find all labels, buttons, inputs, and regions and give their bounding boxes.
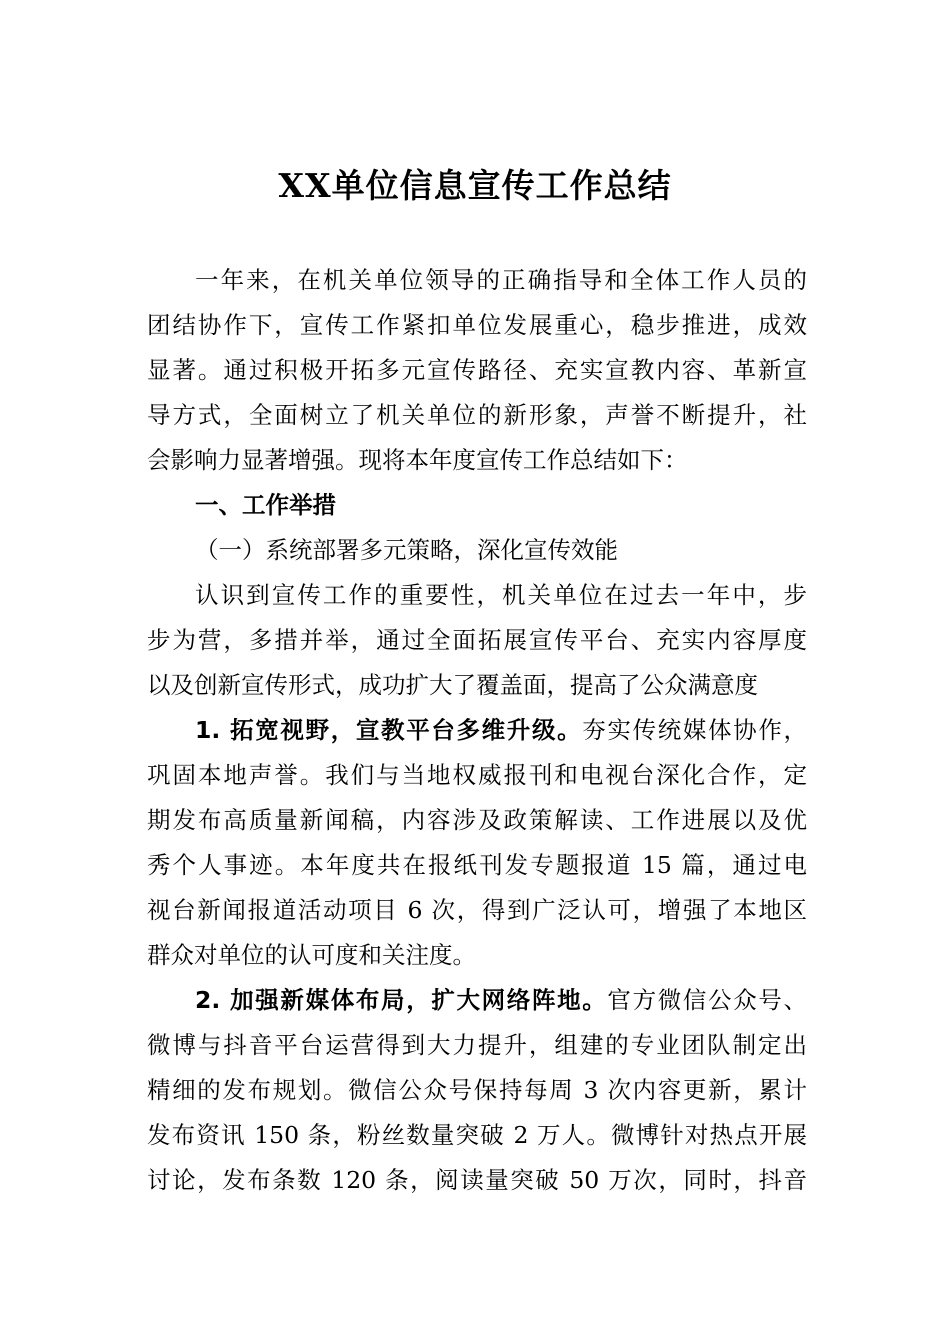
- paragraph-line: 期发布高质量新闻稿，内容涉及政策解读、工作进展以及优: [147, 806, 807, 834]
- paragraph-line: 以及创新宣传形式，成功扩大了覆盖面，提高了公众满意度: [147, 671, 758, 699]
- paragraph-line: 团结协作下，宣传工作紧扣单位发展重心，稳步推进，成效: [147, 311, 807, 339]
- document-title: XX单位信息宣传工作总结: [278, 166, 672, 205]
- paragraph-line: 视台新闻报道活动项目 6 次，得到广泛认可，增强了本地区: [147, 896, 807, 924]
- subsection-heading: （一）系统部署多元策略，深化宣传效能: [195, 536, 618, 564]
- list-item-1-lead: 1. 拓宽视野，宣教平台多维升级。: [195, 716, 583, 744]
- paragraph-line: 步为营，多措并举，通过全面拓展宣传平台、充实内容厚度: [147, 626, 807, 654]
- paragraph-line: 讨论，发布条数 120 条，阅读量突破 50 万次，同时，抖音: [147, 1166, 807, 1194]
- paragraph-line: 巩固本地声誉。我们与当地权威报刊和电视台深化合作，定: [147, 761, 807, 789]
- paragraph-line: 发布资讯 150 条，粉丝数量突破 2 万人。微博针对热点开展: [147, 1121, 807, 1149]
- paragraph-line: 微博与抖音平台运营得到大力提升，组建的专业团队制定出: [147, 1031, 807, 1059]
- list-item-2-text: 官方微信公众号、: [607, 986, 807, 1014]
- section-heading: 一、工作举措: [195, 491, 336, 519]
- paragraph-line: 导方式，全面树立了机关单位的新形象，声誉不断提升，社: [147, 401, 807, 429]
- paragraph-line: 秀个人事迹。本年度共在报纸刊发专题报道 15 篇，通过电: [147, 851, 807, 879]
- paragraph-line: 精细的发布规划。微信公众号保持每周 3 次内容更新，累计: [147, 1076, 807, 1104]
- list-item-2-line: [195, 978, 807, 1022]
- paragraph-line: 认识到宣传工作的重要性，机关单位在过去一年中，步: [195, 581, 807, 609]
- list-item-2-lead: 2. 加强新媒体布局，扩大网络阵地。: [195, 986, 608, 1014]
- paragraph-line: 会影响力显著增强。现将本年度宣传工作总结如下：: [147, 446, 688, 474]
- list-item-1-line: [195, 708, 807, 752]
- list-item-1-text: 夯实传统媒体协作，: [582, 716, 807, 744]
- paragraph-line: 一年来，在机关单位领导的正确指导和全体工作人员的: [195, 266, 807, 294]
- paragraph-line: 显著。通过积极开拓多元宣传路径、充实宣教内容、革新宣: [147, 356, 807, 384]
- paragraph-line: 群众对单位的认可度和关注度。: [147, 941, 476, 969]
